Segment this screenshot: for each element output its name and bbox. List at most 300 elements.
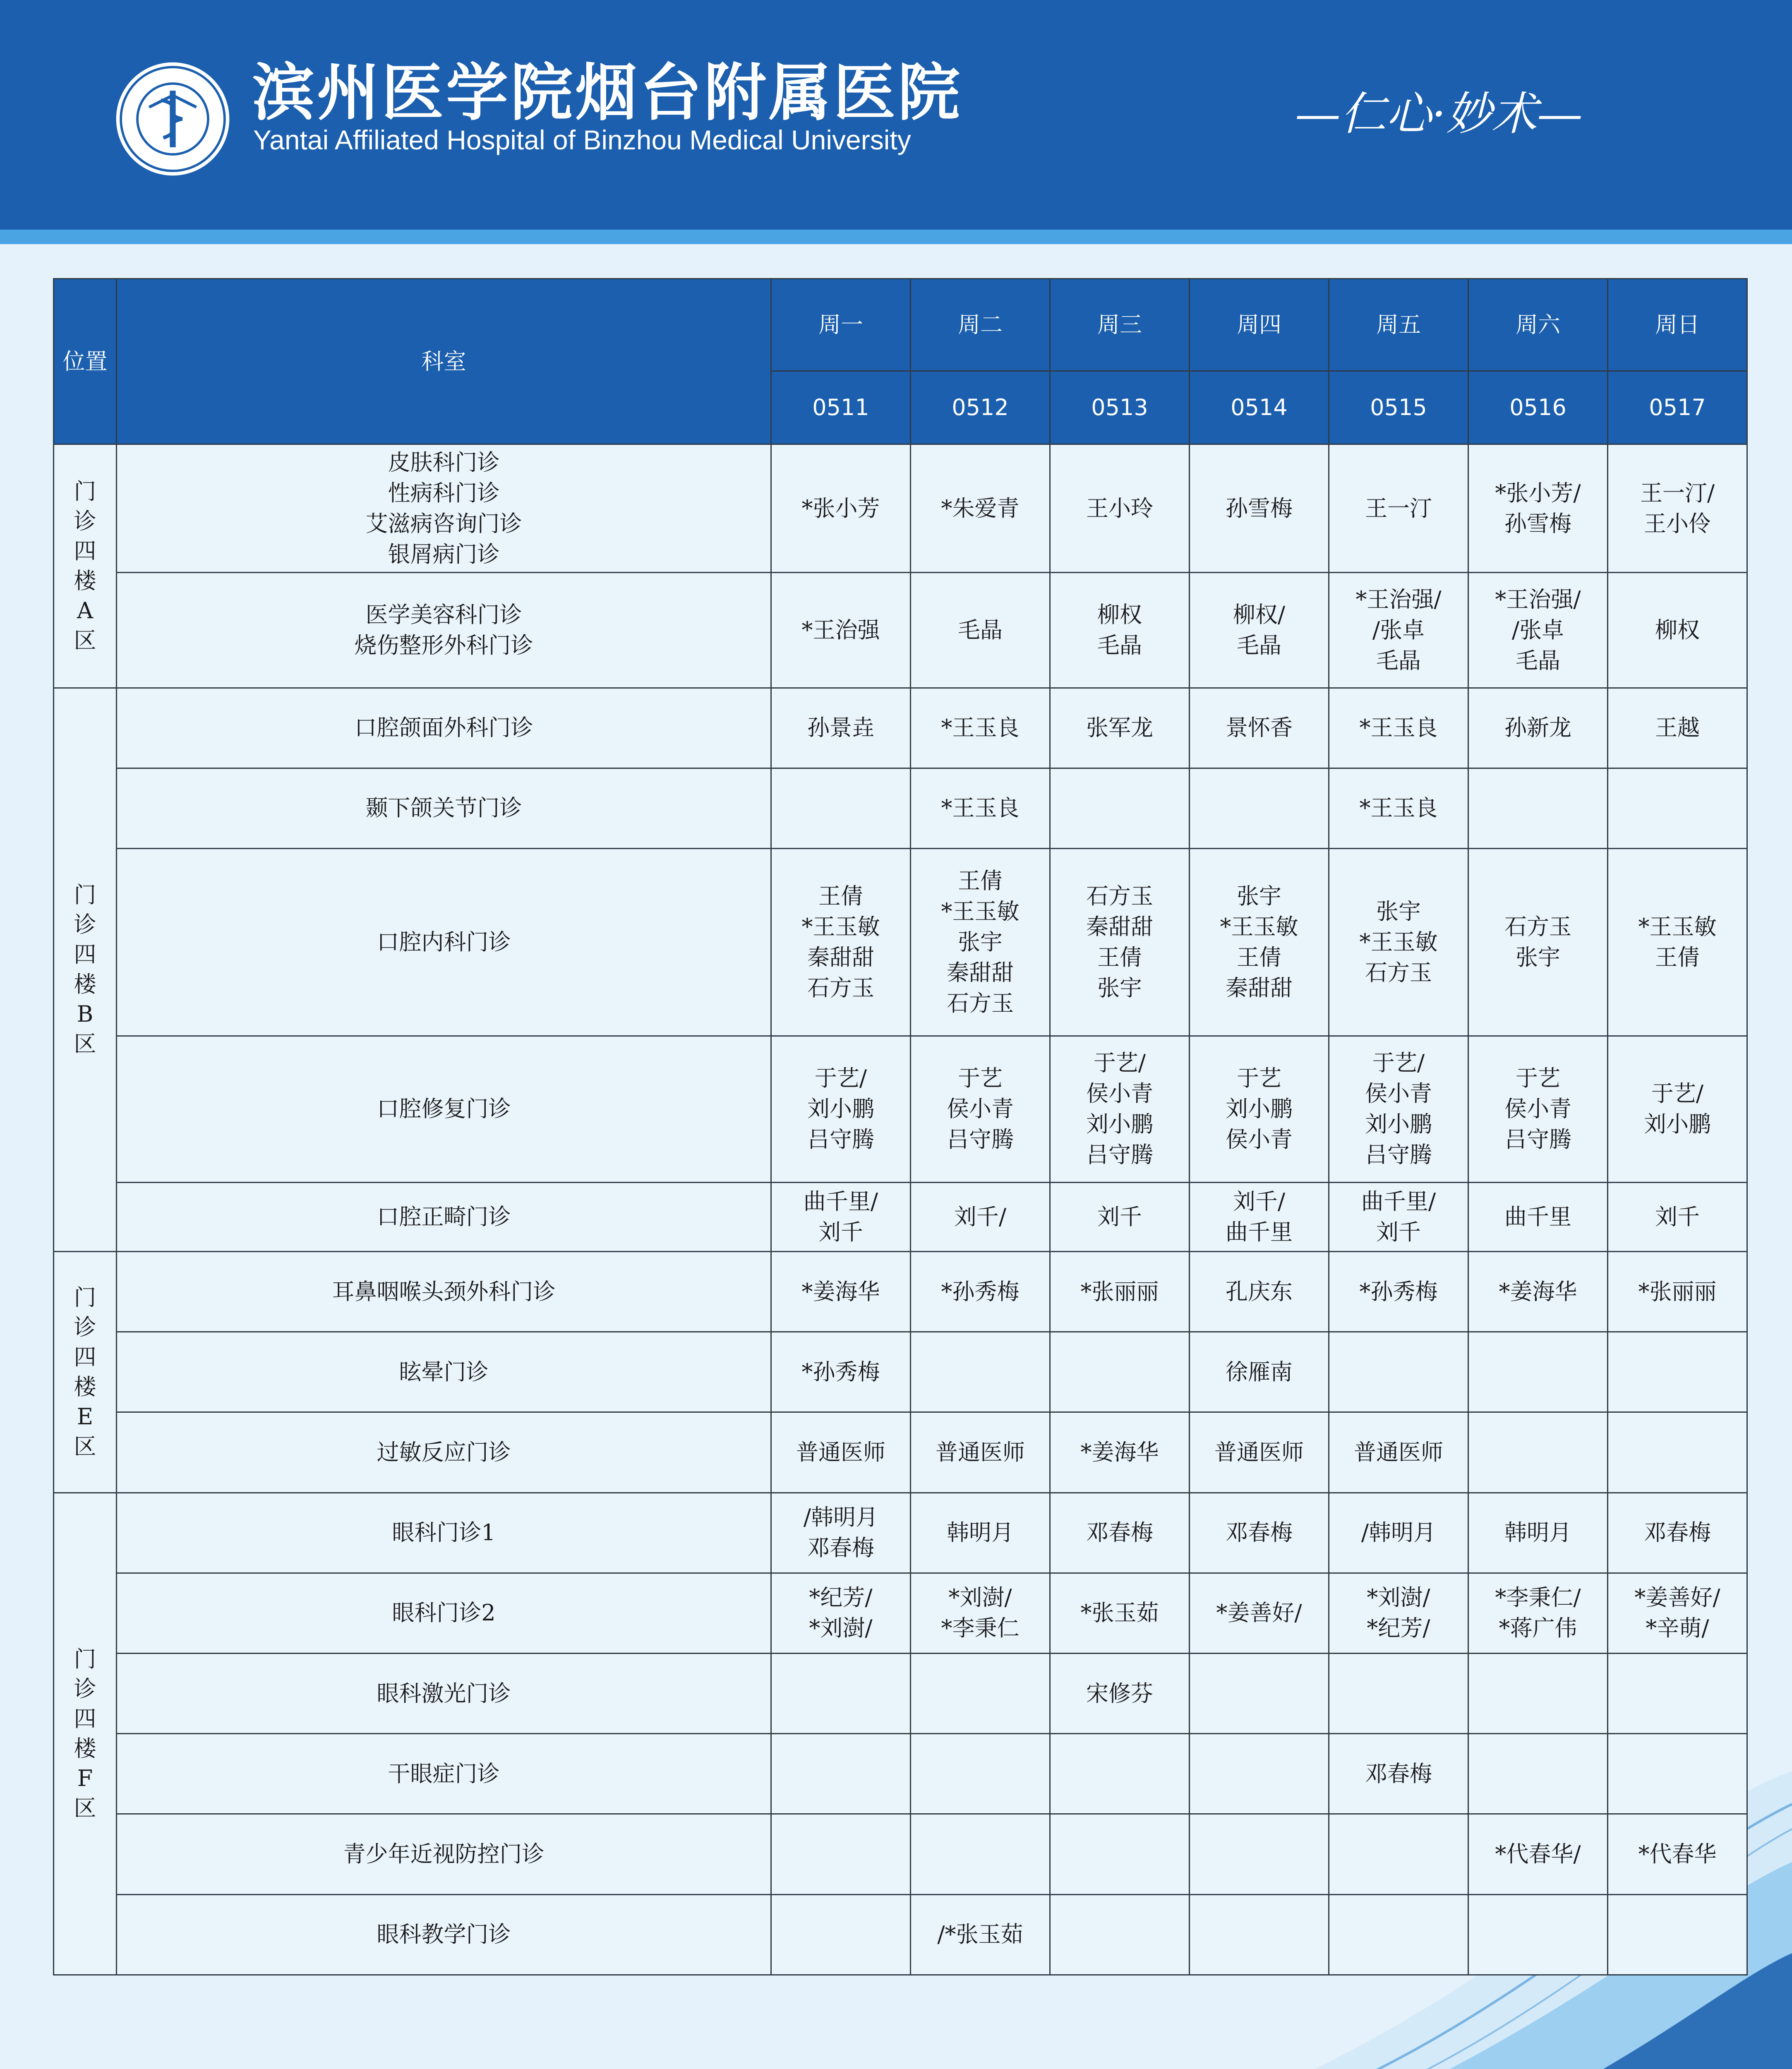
location-header: 位置 bbox=[54, 279, 117, 444]
doctor-name: *李秉仁 bbox=[941, 1615, 1020, 1642]
location-char: 诊 bbox=[74, 1314, 96, 1340]
table-row bbox=[54, 688, 1747, 768]
doctor-cell bbox=[1608, 1412, 1747, 1493]
doctor-name: 邓春梅 bbox=[1365, 1760, 1432, 1787]
doctor-cell bbox=[911, 1654, 1050, 1734]
table-row bbox=[54, 1182, 1747, 1251]
doctor-name: 石方玉 bbox=[1365, 959, 1432, 986]
doctor-cell bbox=[1468, 1182, 1608, 1251]
doctor-cell bbox=[1468, 768, 1608, 848]
doctor-name: 孔庆东 bbox=[1226, 1278, 1293, 1305]
doctor-name: 吕守腾 bbox=[947, 1126, 1014, 1153]
doctor-cell bbox=[771, 444, 911, 573]
doctor-cell bbox=[1329, 444, 1468, 573]
doctor-cell bbox=[911, 1412, 1050, 1493]
doctor-name: 石方玉 bbox=[1504, 913, 1571, 940]
doctor-name: 王倩 bbox=[818, 883, 863, 909]
location-char: 楼 bbox=[74, 1373, 96, 1400]
doctor-cell bbox=[1468, 573, 1608, 688]
doctor-name: 孙雪梅 bbox=[1226, 495, 1293, 521]
doctor-name: 刘小鹏 bbox=[807, 1096, 874, 1122]
doctor-name: 刘千 bbox=[1097, 1203, 1142, 1230]
location-char: B bbox=[77, 1001, 94, 1027]
doctor-cell bbox=[911, 1252, 1050, 1332]
doctor-name: *张小芳 bbox=[801, 495, 880, 521]
doctor-cell bbox=[911, 688, 1050, 768]
table-row bbox=[54, 573, 1747, 688]
doctor-name: 毛晶 bbox=[1376, 647, 1421, 674]
doctor-name: *王玉良 bbox=[1359, 715, 1438, 741]
doctor-cell bbox=[1329, 1654, 1468, 1734]
location-char: 门 bbox=[74, 1284, 96, 1311]
dept-cell bbox=[117, 1182, 771, 1251]
doctor-name: 普通医师 bbox=[1354, 1439, 1443, 1466]
doctor-name: 于艺/ bbox=[814, 1065, 867, 1092]
doctor-cell bbox=[911, 1734, 1050, 1814]
dept-cell bbox=[117, 1573, 771, 1653]
doctor-name: 王倩 bbox=[1237, 944, 1281, 970]
doctor-name: 邓春梅 bbox=[1086, 1519, 1153, 1546]
doctor-cell bbox=[1468, 1894, 1608, 1975]
weekday-header: 周五 bbox=[1329, 279, 1468, 371]
doctor-cell bbox=[1190, 1412, 1329, 1493]
doctor-name: 宋修芬 bbox=[1086, 1680, 1153, 1707]
doctor-cell bbox=[1190, 1654, 1329, 1734]
dept-cell bbox=[117, 1332, 771, 1412]
location-cell bbox=[54, 688, 117, 1251]
doctor-cell bbox=[1468, 1493, 1608, 1573]
doctor-name: 刘小鹏 bbox=[1226, 1096, 1293, 1122]
dept-name: 口腔内科门诊 bbox=[377, 929, 511, 955]
location-char: 诊 bbox=[74, 508, 96, 534]
doctor-cell bbox=[1608, 1814, 1747, 1894]
doctor-name: *李秉仁/ bbox=[1495, 1584, 1581, 1611]
doctor-cell bbox=[911, 849, 1050, 1036]
table-row bbox=[54, 1412, 1747, 1493]
doctor-name: 王小玲 bbox=[1086, 495, 1153, 521]
doctor-name: 于艺/ bbox=[1093, 1050, 1146, 1076]
doctor-name: 毛晶 bbox=[1516, 647, 1560, 674]
doctor-cell bbox=[771, 1332, 911, 1412]
location-char: 门 bbox=[74, 1646, 96, 1672]
doctor-cell bbox=[1190, 573, 1329, 688]
dept-cell bbox=[117, 1734, 771, 1814]
doctor-name: 普通医师 bbox=[796, 1439, 885, 1466]
doctor-name: 于艺 bbox=[958, 1065, 1003, 1092]
schedule-body bbox=[54, 444, 1747, 1975]
doctor-name: *孙秀梅 bbox=[1359, 1278, 1438, 1305]
doctor-cell bbox=[1050, 1734, 1190, 1814]
hospital-name-en: Yantai Affiliated Hospital of Binzhou Medical University bbox=[253, 125, 911, 155]
location-cell bbox=[54, 444, 117, 688]
location-char: 四 bbox=[74, 1344, 96, 1370]
date-header: 0514 bbox=[1190, 371, 1329, 444]
weekday-header: 周三 bbox=[1050, 279, 1190, 371]
doctor-cell bbox=[1190, 1493, 1329, 1573]
doctor-name: 孙雪梅 bbox=[1504, 510, 1571, 537]
doctor-name: 柳权 bbox=[1655, 617, 1700, 643]
doctor-cell bbox=[911, 1036, 1050, 1182]
doctor-name: 邓春梅 bbox=[807, 1535, 874, 1561]
doctor-cell bbox=[1329, 1814, 1468, 1894]
table-row bbox=[54, 1036, 1747, 1182]
doctor-name: 刘小鹏 bbox=[1086, 1111, 1153, 1138]
doctor-name: 曲千里/ bbox=[1361, 1188, 1436, 1215]
doctor-name: /*张玉茹 bbox=[937, 1921, 1023, 1948]
header-banner bbox=[0, 0, 1792, 230]
dept-cell bbox=[117, 1252, 771, 1332]
doctor-cell bbox=[1608, 688, 1747, 768]
doctor-name: 曲千里 bbox=[1226, 1219, 1293, 1245]
dept-cell bbox=[117, 1894, 771, 1975]
doctor-name: 孙新龙 bbox=[1504, 715, 1571, 741]
dept-name: 眼科门诊1 bbox=[392, 1519, 496, 1546]
doctor-cell bbox=[771, 1036, 911, 1182]
location-char: 四 bbox=[74, 1705, 96, 1732]
doctor-name: 秦甜甜 bbox=[807, 944, 874, 970]
dept-name: 眩晕门诊 bbox=[399, 1359, 489, 1385]
doctor-cell bbox=[1050, 768, 1190, 848]
dept-name: 青少年近视防控门诊 bbox=[343, 1841, 545, 1867]
doctor-cell bbox=[1050, 1412, 1190, 1493]
doctor-name: *张玉茹 bbox=[1080, 1600, 1159, 1626]
doctor-name: 石方玉 bbox=[807, 974, 874, 1001]
doctor-cell bbox=[1468, 1036, 1608, 1182]
doctor-name: *张丽丽 bbox=[1638, 1278, 1717, 1305]
doctor-name: *王玉敏 bbox=[1359, 929, 1438, 955]
doctor-name: *刘澍/ bbox=[1367, 1584, 1430, 1611]
table-row bbox=[54, 768, 1747, 848]
doctor-name: 侯小青 bbox=[1504, 1096, 1571, 1122]
doctor-name: 秦甜甜 bbox=[1086, 913, 1153, 940]
location-char: 楼 bbox=[74, 971, 96, 998]
dept-cell bbox=[117, 849, 771, 1036]
location-char: A bbox=[77, 597, 93, 624]
doctor-cell bbox=[771, 573, 911, 688]
doctor-cell bbox=[1190, 1734, 1329, 1814]
doctor-cell bbox=[1329, 1252, 1468, 1332]
date-header: 0511 bbox=[771, 371, 911, 444]
schedule-table bbox=[53, 278, 1748, 1975]
doctor-name: /张卓 bbox=[1511, 617, 1564, 643]
doctor-cell bbox=[1050, 1654, 1190, 1734]
doctor-name: *代春华/ bbox=[1495, 1841, 1581, 1867]
doctor-cell bbox=[1050, 573, 1190, 688]
doctor-name: 吕守腾 bbox=[1086, 1142, 1153, 1168]
doctor-name: 于艺 bbox=[1237, 1065, 1281, 1092]
doctor-name: 于艺/ bbox=[1651, 1080, 1704, 1107]
weekday-header: 周六 bbox=[1468, 279, 1608, 371]
doctor-name: 刘小鹏 bbox=[1365, 1111, 1432, 1138]
table-row bbox=[54, 1894, 1747, 1975]
dept-name: 烧伤整形外科门诊 bbox=[354, 632, 533, 658]
doctor-cell bbox=[1190, 1252, 1329, 1332]
doctor-name: 普通医师 bbox=[936, 1439, 1025, 1466]
doctor-cell bbox=[1050, 444, 1190, 573]
date-header: 0512 bbox=[911, 371, 1050, 444]
doctor-name: 于艺 bbox=[1516, 1065, 1560, 1092]
doctor-cell bbox=[771, 849, 911, 1036]
doctor-name: *姜海华 bbox=[1499, 1278, 1577, 1305]
doctor-cell bbox=[1050, 849, 1190, 1036]
doctor-cell bbox=[1608, 1332, 1747, 1412]
doctor-cell bbox=[1608, 1894, 1747, 1975]
dept-cell bbox=[117, 768, 771, 848]
doctor-cell bbox=[911, 1814, 1050, 1894]
dept-cell bbox=[117, 688, 771, 768]
doctor-name: 邓春梅 bbox=[1226, 1519, 1293, 1546]
doctor-name: 张宇 bbox=[1097, 974, 1142, 1001]
doctor-cell bbox=[1608, 1493, 1747, 1573]
doctor-cell bbox=[771, 1493, 911, 1573]
doctor-cell bbox=[1608, 1036, 1747, 1182]
doctor-name: 王倩 bbox=[1655, 944, 1700, 970]
dept-name: 医学美容科门诊 bbox=[365, 601, 522, 628]
doctor-cell bbox=[1050, 1036, 1190, 1182]
doctor-cell bbox=[771, 768, 911, 848]
doctor-name: 秦甜甜 bbox=[947, 959, 1014, 986]
doctor-cell bbox=[771, 1252, 911, 1332]
dept-cell bbox=[117, 573, 771, 688]
doctor-cell bbox=[1190, 1573, 1329, 1653]
doctor-name: 石方玉 bbox=[947, 990, 1014, 1016]
doctor-cell bbox=[1468, 1332, 1608, 1412]
doctor-name: *孙秀梅 bbox=[941, 1278, 1020, 1305]
doctor-cell bbox=[1050, 1814, 1190, 1894]
doctor-cell bbox=[1468, 1734, 1608, 1814]
doctor-name: 毛晶 bbox=[1097, 632, 1142, 658]
dept-name: 银屑病门诊 bbox=[388, 541, 500, 567]
doctor-cell bbox=[1329, 768, 1468, 848]
location-char: 区 bbox=[74, 1433, 96, 1459]
doctor-cell bbox=[911, 1332, 1050, 1412]
doctor-name: *王玉良 bbox=[941, 795, 1020, 821]
doctor-name: *王玉敏 bbox=[801, 913, 880, 940]
doctor-cell bbox=[771, 1654, 911, 1734]
dept-name: 口腔修复门诊 bbox=[377, 1096, 511, 1122]
doctor-name: 王小伶 bbox=[1644, 510, 1711, 537]
dept-cell bbox=[117, 1036, 771, 1182]
doctor-name: /韩明月 bbox=[803, 1504, 878, 1531]
doctor-name: *朱爱青 bbox=[941, 495, 1020, 521]
location-char: 楼 bbox=[74, 567, 96, 594]
doctor-name: 刘千/ bbox=[1233, 1188, 1286, 1215]
dept-name: 耳鼻咽喉头颈外科门诊 bbox=[332, 1278, 556, 1305]
doctor-name: 侯小青 bbox=[1226, 1126, 1293, 1153]
doctor-name: *代春华 bbox=[1638, 1841, 1717, 1867]
header-stripe bbox=[0, 230, 1792, 244]
doctor-name: *蒋广伟 bbox=[1499, 1615, 1577, 1642]
doctor-cell bbox=[1468, 688, 1608, 768]
doctor-cell bbox=[911, 573, 1050, 688]
table-row bbox=[54, 1573, 1747, 1653]
location-char: E bbox=[77, 1403, 94, 1430]
doctor-name: 曲千里 bbox=[1504, 1203, 1571, 1230]
location-cell bbox=[54, 1493, 117, 1975]
weekday-header: 周二 bbox=[911, 279, 1050, 371]
doctor-name: 吕守腾 bbox=[1504, 1126, 1571, 1153]
doctor-name: 普通医师 bbox=[1214, 1439, 1304, 1466]
doctor-name: 张宇 bbox=[958, 929, 1003, 955]
doctor-cell bbox=[1608, 1252, 1747, 1332]
doctor-cell bbox=[1329, 1182, 1468, 1251]
doctor-cell bbox=[1050, 1182, 1190, 1251]
doctor-cell bbox=[1608, 1573, 1747, 1653]
doctor-name: /张卓 bbox=[1372, 617, 1425, 643]
hospital-name-cn: 滨州医学院烟台附属医院 bbox=[252, 57, 963, 129]
dept-name: 性病科门诊 bbox=[388, 480, 500, 506]
dept-cell bbox=[117, 1493, 771, 1573]
doctor-cell bbox=[1329, 1036, 1468, 1182]
doctor-name: 韩明月 bbox=[947, 1519, 1014, 1546]
doctor-name: 秦甜甜 bbox=[1226, 974, 1293, 1001]
doctor-cell bbox=[1608, 573, 1747, 688]
doctor-name: 王一汀/ bbox=[1640, 480, 1715, 506]
doctor-name: 王倩 bbox=[958, 867, 1003, 894]
dept-header: 科室 bbox=[117, 279, 771, 444]
doctor-name: *辛萌/ bbox=[1646, 1615, 1709, 1642]
doctor-cell bbox=[1468, 1412, 1608, 1493]
doctor-cell bbox=[1468, 1252, 1608, 1332]
doctor-name: *姜海华 bbox=[801, 1278, 880, 1305]
doctor-cell bbox=[771, 1814, 911, 1894]
doctor-name: 毛晶 bbox=[1237, 632, 1281, 658]
doctor-name: 侯小青 bbox=[947, 1096, 1014, 1122]
doctor-name: 石方玉 bbox=[1086, 883, 1153, 909]
doctor-name: 曲千里/ bbox=[803, 1188, 878, 1215]
doctor-cell bbox=[771, 688, 911, 768]
weekday-header: 周四 bbox=[1190, 279, 1329, 371]
doctor-name: *姜海华 bbox=[1080, 1439, 1159, 1466]
doctor-cell bbox=[1190, 1814, 1329, 1894]
doctor-cell bbox=[1468, 1654, 1608, 1734]
doctor-cell bbox=[911, 768, 1050, 848]
doctor-cell bbox=[1468, 1573, 1608, 1653]
table-row bbox=[54, 1332, 1747, 1412]
doctor-name: *姜善好/ bbox=[1634, 1584, 1720, 1611]
doctor-name: 张军龙 bbox=[1086, 715, 1153, 741]
location-char: 区 bbox=[74, 1031, 96, 1057]
doctor-cell bbox=[1050, 1252, 1190, 1332]
table-row bbox=[54, 1654, 1747, 1734]
doctor-cell bbox=[1329, 688, 1468, 768]
dept-cell bbox=[117, 444, 771, 573]
doctor-name: 刘小鹏 bbox=[1644, 1111, 1711, 1138]
doctor-cell bbox=[1329, 1894, 1468, 1975]
doctor-name: 王一汀 bbox=[1365, 495, 1432, 521]
doctor-cell bbox=[1329, 1734, 1468, 1814]
location-char: 门 bbox=[74, 478, 96, 504]
date-header: 0513 bbox=[1050, 371, 1190, 444]
date-header: 0517 bbox=[1608, 371, 1747, 444]
dept-name: 皮肤科门诊 bbox=[388, 449, 500, 475]
table-row bbox=[54, 849, 1747, 1036]
doctor-name: 刘千 bbox=[1376, 1219, 1421, 1245]
doctor-cell bbox=[911, 1182, 1050, 1251]
doctor-cell bbox=[1608, 1182, 1747, 1251]
doctor-name: *姜善好/ bbox=[1216, 1600, 1302, 1626]
dept-cell bbox=[117, 1654, 771, 1734]
weekday-header: 周日 bbox=[1608, 279, 1747, 371]
location-cell bbox=[54, 1252, 117, 1493]
doctor-name: 刘千/ bbox=[954, 1203, 1007, 1230]
doctor-name: 刘千 bbox=[1655, 1203, 1700, 1230]
doctor-cell bbox=[1190, 849, 1329, 1036]
doctor-cell bbox=[1190, 1332, 1329, 1412]
doctor-name: 柳权 bbox=[1097, 601, 1142, 628]
table-row bbox=[54, 1493, 1747, 1573]
date-header: 0515 bbox=[1329, 371, 1468, 444]
doctor-name: 于艺/ bbox=[1372, 1050, 1425, 1076]
doctor-cell bbox=[1050, 1894, 1190, 1975]
doctor-name: 邓春梅 bbox=[1644, 1519, 1711, 1546]
dept-name: 干眼症门诊 bbox=[388, 1760, 500, 1787]
location-char: 诊 bbox=[74, 1675, 96, 1702]
doctor-name: *张小芳/ bbox=[1495, 480, 1581, 506]
dept-name: 艾滋病咨询门诊 bbox=[365, 510, 522, 537]
doctor-name: 孙景垚 bbox=[807, 715, 874, 741]
doctor-cell bbox=[771, 1894, 911, 1975]
location-char: 诊 bbox=[74, 912, 96, 938]
dept-name: 口腔颌面外科门诊 bbox=[354, 715, 533, 741]
doctor-cell bbox=[1608, 1734, 1747, 1814]
doctor-cell bbox=[911, 1894, 1050, 1975]
doctor-name: 张宇 bbox=[1376, 898, 1421, 924]
doctor-name: 王倩 bbox=[1097, 944, 1142, 970]
doctor-cell bbox=[1329, 1332, 1468, 1412]
doctor-name: 侯小青 bbox=[1365, 1080, 1432, 1107]
doctor-name: *王玉敏 bbox=[1638, 913, 1717, 940]
doctor-cell bbox=[1190, 768, 1329, 848]
doctor-cell bbox=[1329, 1573, 1468, 1653]
doctor-cell bbox=[1050, 1493, 1190, 1573]
doctor-name: 王越 bbox=[1655, 715, 1700, 741]
doctor-cell bbox=[1050, 688, 1190, 768]
dept-name: 眼科激光门诊 bbox=[377, 1680, 511, 1707]
table-row bbox=[54, 1734, 1747, 1814]
doctor-cell bbox=[1329, 1493, 1468, 1573]
doctor-cell bbox=[1190, 688, 1329, 768]
doctor-cell bbox=[1329, 573, 1468, 688]
doctor-name: /韩明月 bbox=[1361, 1519, 1436, 1546]
doctor-name: 景怀香 bbox=[1226, 715, 1293, 741]
location-char: 楼 bbox=[74, 1735, 96, 1762]
dept-cell bbox=[117, 1814, 771, 1894]
weekday-header: 周一 bbox=[771, 279, 911, 371]
doctor-name: 徐雁南 bbox=[1226, 1359, 1293, 1385]
doctor-cell bbox=[1468, 849, 1608, 1036]
location-char: 区 bbox=[74, 1795, 96, 1821]
doctor-name: 刘千 bbox=[818, 1219, 863, 1245]
doctor-name: *王玉良 bbox=[1359, 795, 1438, 821]
doctor-cell bbox=[1468, 1814, 1608, 1894]
doctor-cell bbox=[1190, 1182, 1329, 1251]
doctor-cell bbox=[771, 1182, 911, 1251]
doctor-cell bbox=[1050, 1332, 1190, 1412]
location-char: F bbox=[77, 1765, 93, 1791]
date-header: 0516 bbox=[1468, 371, 1608, 444]
doctor-name: *王治强/ bbox=[1355, 586, 1442, 612]
doctor-name: *刘澍/ bbox=[809, 1615, 873, 1642]
doctor-name: *王治强/ bbox=[1495, 586, 1581, 612]
table-row bbox=[54, 1252, 1747, 1332]
doctor-cell bbox=[1608, 1654, 1747, 1734]
dept-name: 眼科门诊2 bbox=[392, 1600, 496, 1626]
doctor-cell bbox=[771, 1412, 911, 1493]
doctor-name: *纪芳/ bbox=[809, 1584, 873, 1611]
header-row-weekday bbox=[54, 279, 1747, 371]
dept-name: 颞下颌关节门诊 bbox=[365, 795, 522, 821]
